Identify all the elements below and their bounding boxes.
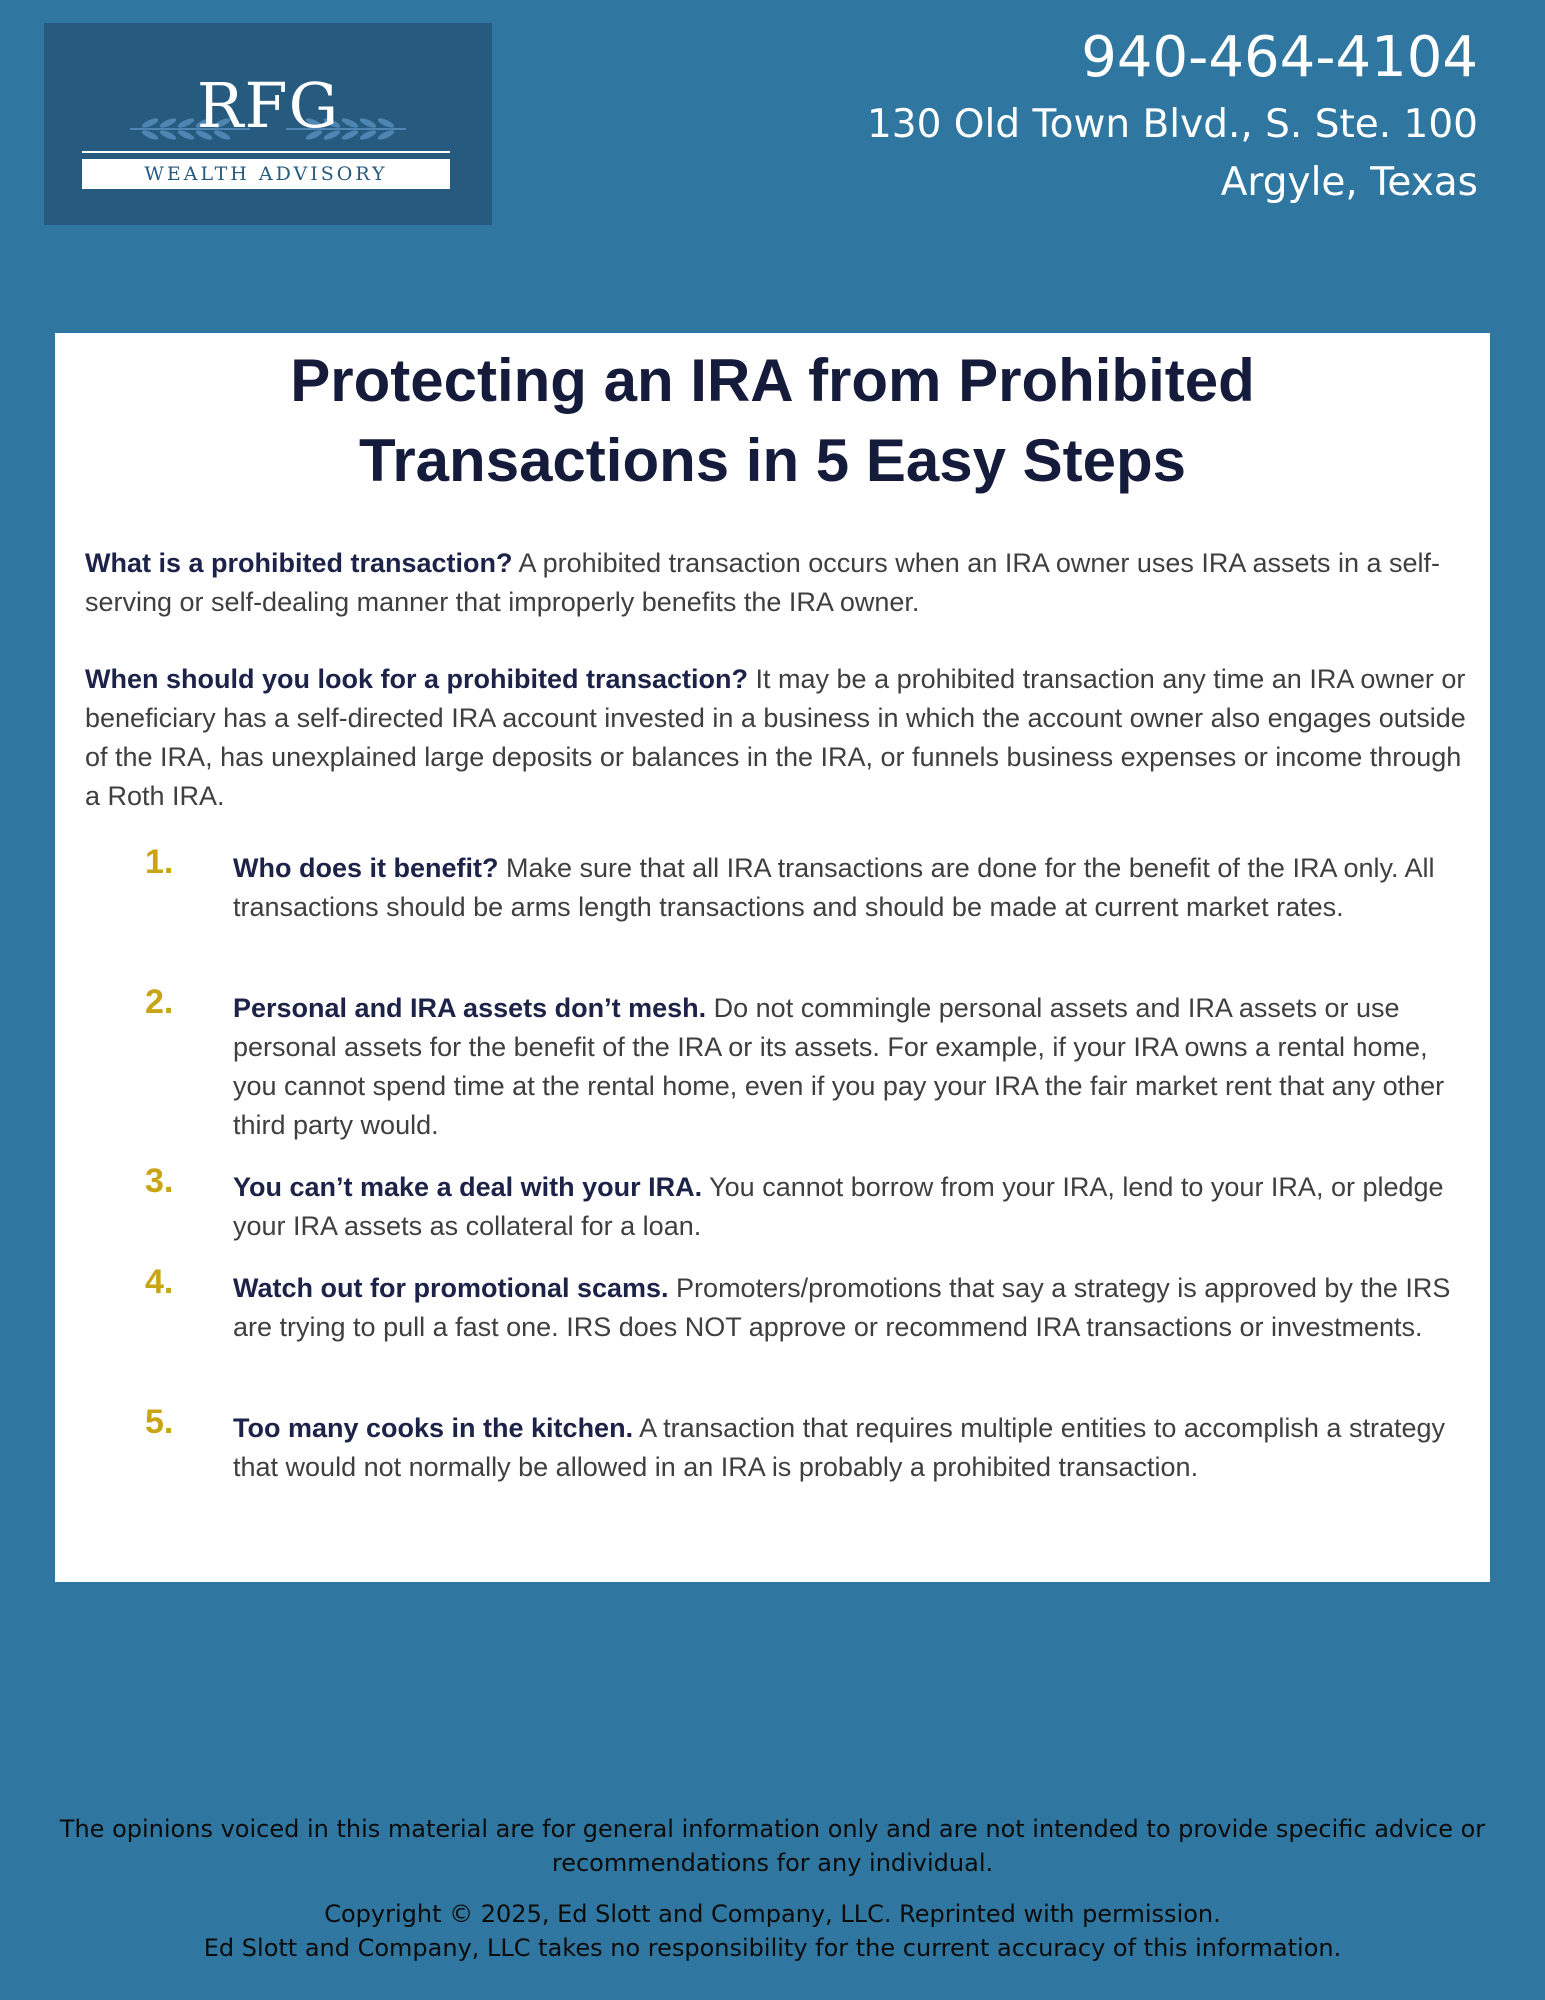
logo-wordmark: RFG [196, 69, 340, 142]
step-lead: Watch out for promotional scams. [233, 1273, 669, 1303]
logo-subtitle: WEALTH ADVISORY [82, 159, 450, 189]
step-lead: You can’t make a deal with your IRA. [233, 1172, 703, 1202]
step-item [233, 1168, 1473, 1246]
article-card [55, 333, 1490, 1582]
paragraph-text: It may be a prohibited transaction any time an IRA owner or beneficiary has a self-directed IRA account invested in a business in which the account owner also engages outside of the IRA, has unexplained large deposits or balances in the IRA, or funnels business expenses or income through a Roth IRA. [85, 664, 1466, 811]
step-text: Promoters/promotions that say a strategy is approved by the IRS are trying to pull a fast one. IRS does NOT approve or recommend IRA transactions or investments. [233, 1273, 1451, 1342]
copyright-line-1: Copyright © 2025, Ed Slott and Company, LLC. Reprinted with permission. [324, 1900, 1221, 1928]
phone-number[interactable]: 940-464-4104 [1081, 25, 1478, 90]
paragraph-definition [85, 544, 1475, 622]
address-line-2: Argyle, Texas [1220, 160, 1478, 205]
contact-info [867, 20, 1478, 212]
step-text: You cannot borrow from your IRA, lend to your IRA, or pledge your IRA assets as collateral for a loan. [233, 1172, 1444, 1241]
step-text: Do not commingle personal assets and IRA assets or use personal assets for the benefit of the IRA or its assets. For example, if your IRA owns a rental home, you cannot spend time at the rental home, even if you pay your IRA the fair market rent that any other third party would. [233, 993, 1445, 1140]
step-item [233, 989, 1473, 1145]
copyright-notice [0, 1897, 1545, 1965]
title-line-1: Protecting an IRA from Prohibited [290, 347, 1255, 414]
step-lead: Personal and IRA assets don’t mesh. [233, 993, 707, 1023]
step-lead: Too many cooks in the kitchen. [233, 1413, 634, 1443]
step-number: 4. [145, 1263, 174, 1301]
step-item [233, 849, 1473, 927]
paragraph-lead: What is a prohibited transaction? [85, 548, 513, 578]
address-line-1: 130 Old Town Blvd., S. Ste. 100 [866, 102, 1478, 147]
paragraph-lead: When should you look for a prohibited transaction? [85, 664, 749, 694]
step-item [233, 1409, 1473, 1487]
step-text: A transaction that requires multiple entities to accomplish a strategy that would not normally be allowed in an IRA is probably a prohibited transaction. [233, 1413, 1445, 1482]
logo-divider [82, 151, 450, 153]
company-logo [44, 23, 492, 225]
step-number: 1. [145, 843, 174, 881]
disclaimer-line-2: recommendations for any individual. [551, 1849, 994, 1877]
step-item [233, 1269, 1473, 1347]
step-text: Make sure that all IRA transactions are done for the benefit of the IRA only. All transactions should be arms length transactions and should be made at current market rates. [233, 853, 1435, 922]
step-number: 2. [145, 983, 174, 1021]
article-title [55, 341, 1490, 501]
step-lead: Who does it benefit? [233, 853, 499, 883]
disclaimer [0, 1812, 1545, 1880]
disclaimer-line-1: The opinions voiced in this material are for general information only and are not intended to provide specific advice or [59, 1815, 1486, 1843]
copyright-line-2: Ed Slott and Company, LLC takes no responsibility for the current accuracy of this information. [203, 1934, 1342, 1962]
paragraph-when-to-look [85, 660, 1475, 816]
step-number: 3. [145, 1162, 174, 1200]
paragraph-text: A prohibited transaction occurs when an IRA owner uses IRA assets in a self-serving or self-dealing manner that improperly benefits the IRA owner. [85, 548, 1441, 617]
title-line-2: Transactions in 5 Easy Steps [358, 427, 1187, 494]
step-number: 5. [145, 1403, 174, 1441]
